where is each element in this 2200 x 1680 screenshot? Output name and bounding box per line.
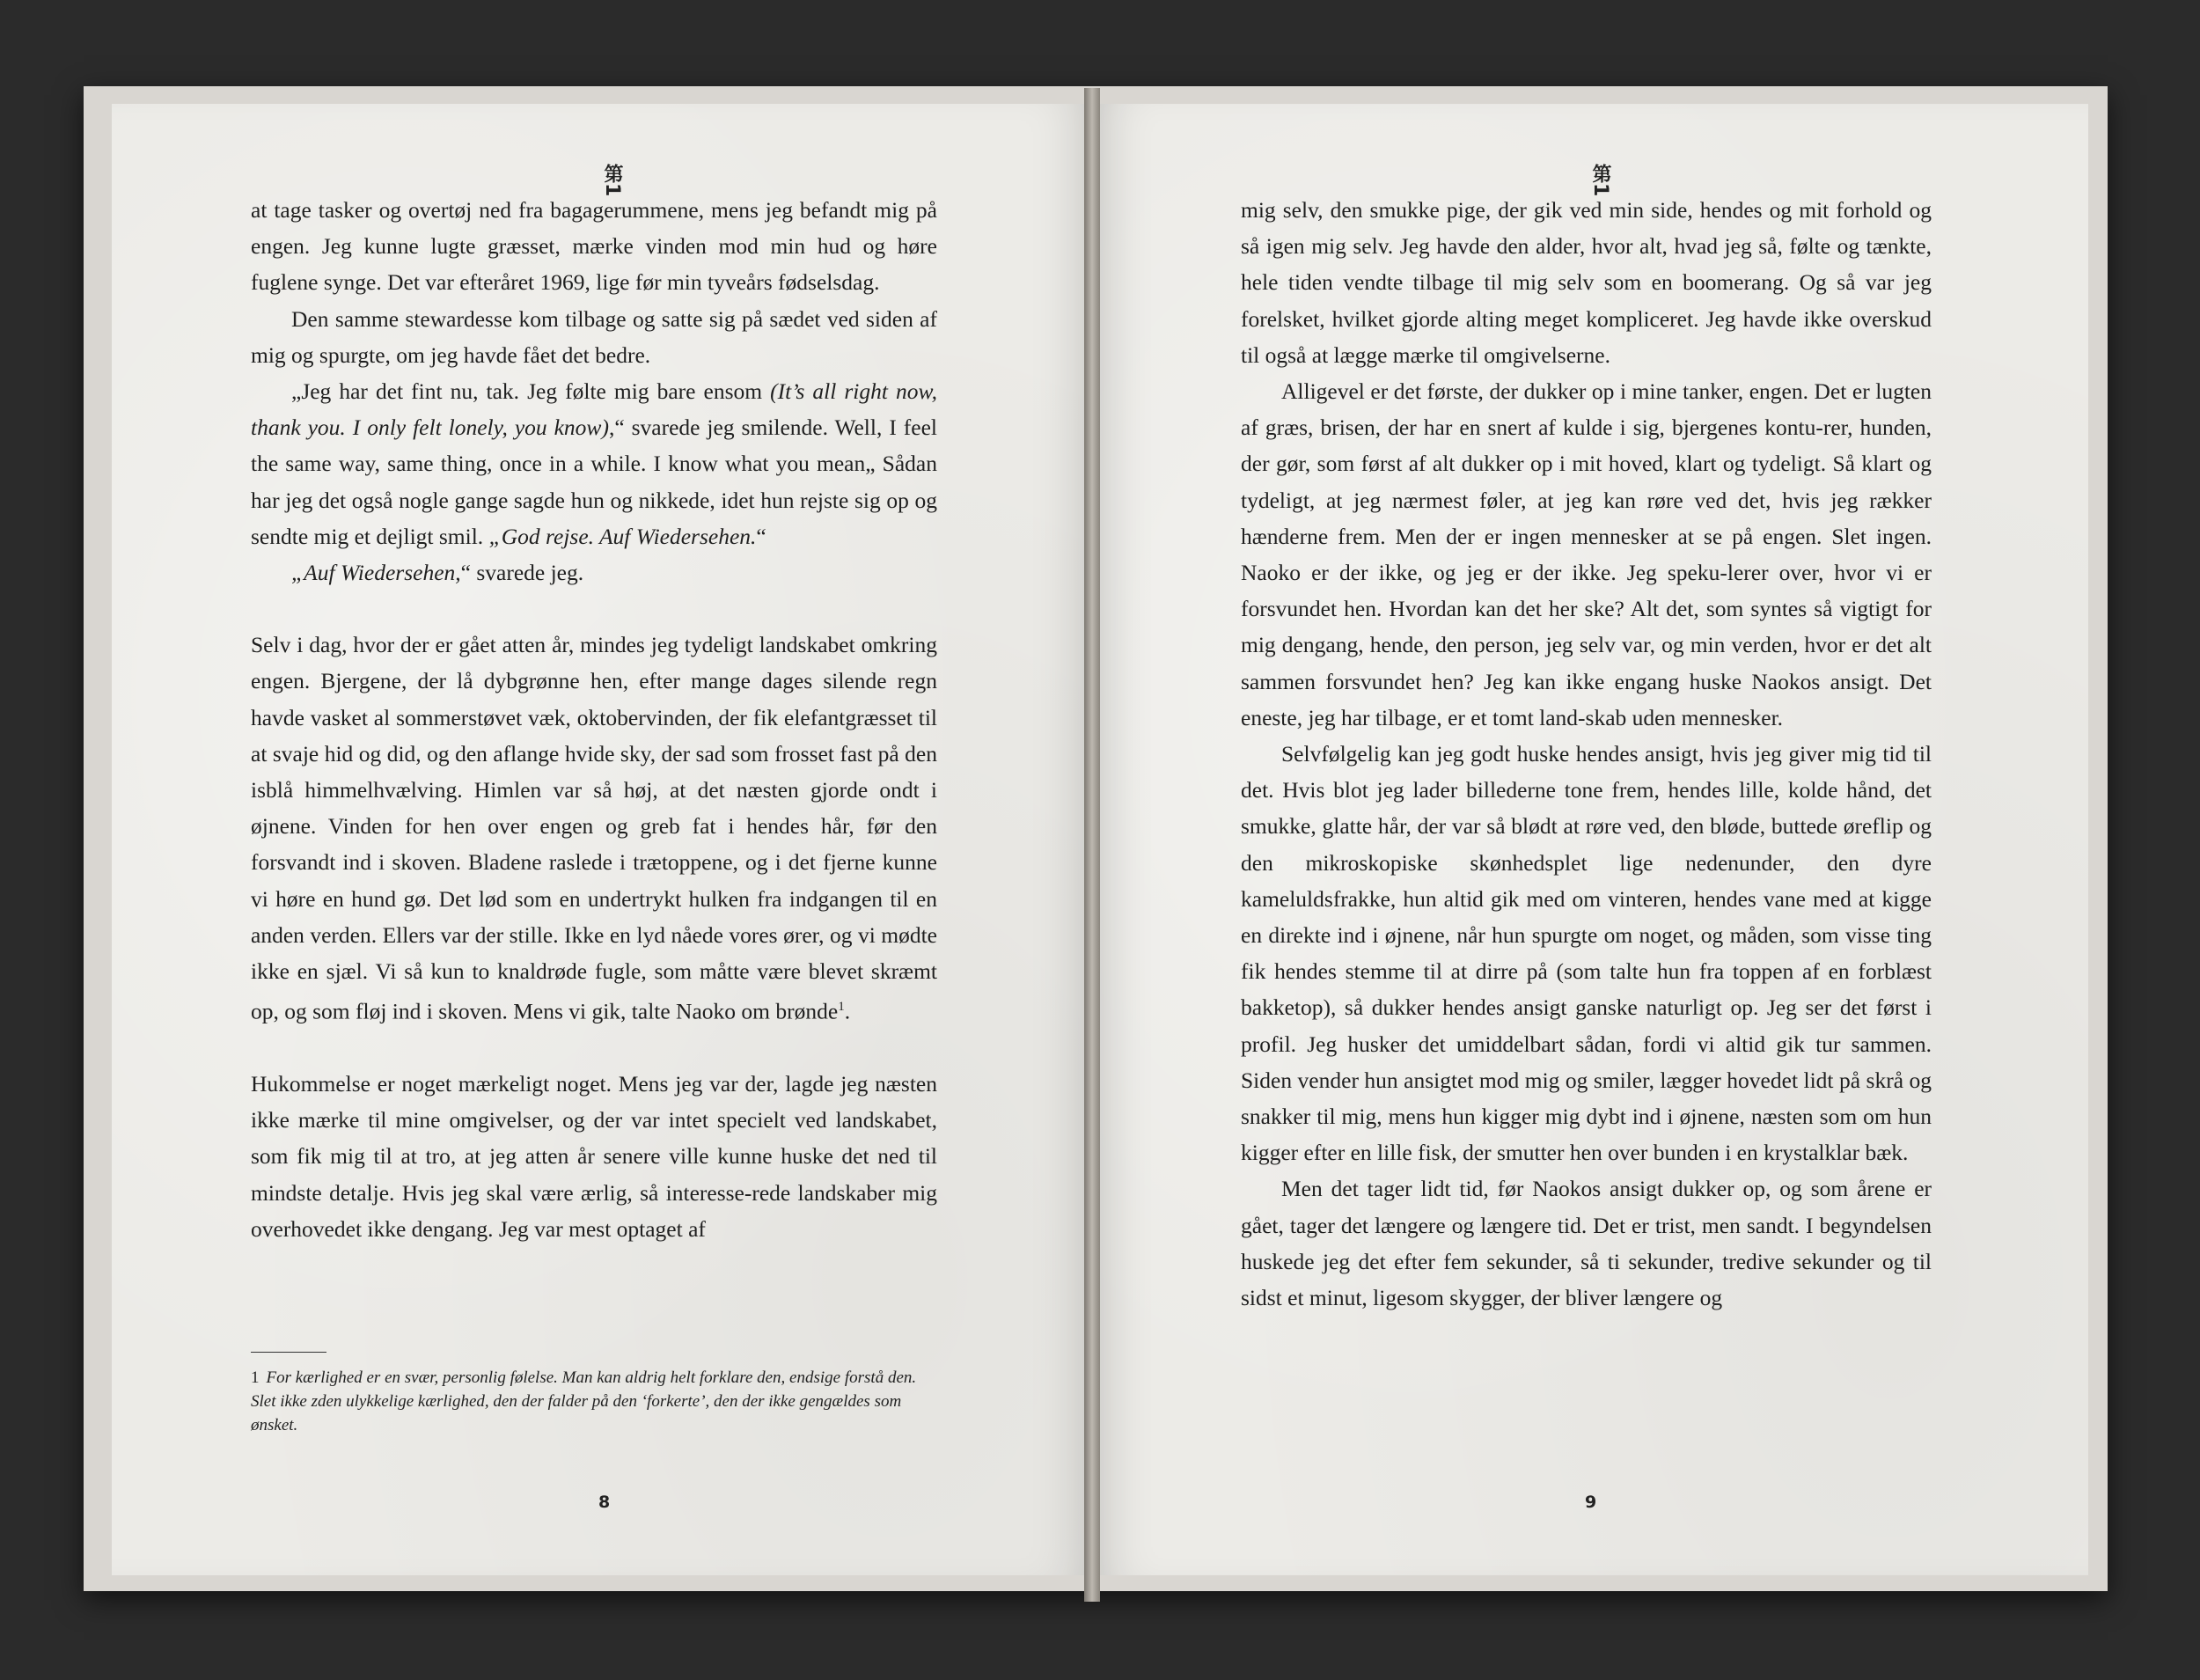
paragraph [1241, 736, 1932, 1170]
paragraph [251, 373, 937, 554]
text-run: mig selv, den smukke pige, der gik ved min side, hendes og mit forhold og så igen mig selv. Jeg havde den alder, hvor alt, hvad jeg så, følte og tænkte, hele tiden vendte tilbage til mig selv som en boomerang. Og så var jeg forelsket, hvilket gjorde alting meget kompliceret. Jeg havde ikke overskud til også at lægge mærke til omgivelserne. [1241, 197, 1932, 368]
text-run: ,“ svarede jeg smilende. Well, I feel the same way, same thing, once in a while. I know what you mean„ Sådan har jeg det også nogle gange sagde hun og nikkede, idet hun rejste sig op og sendte mig et dejligt smil. [251, 414, 937, 549]
paragraph [1241, 192, 1932, 373]
paragraph [251, 1066, 937, 1247]
text-run: . [844, 998, 851, 1024]
text-run: “ svarede jeg. [460, 560, 584, 586]
text-run: “ [756, 523, 766, 549]
paragraph [251, 301, 937, 373]
text-run: „God rejse. Auf Wiedersehen. [488, 523, 757, 549]
paragraph [1241, 1170, 1932, 1316]
running-head: 第1 [1589, 164, 1611, 197]
book-spine [1084, 88, 1100, 1602]
text-run: at tage tasker og overtøj ned fra bagagerummene, mens jeg befandt mig på engen. Jeg kunne lugte græsset, mærke vinden mod min hud og høre fuglene synge. Det var efteråret 1969, lige før min tyveårs fødselsdag. [251, 197, 937, 296]
text-run: Selv i dag, hvor der er gået atten år, mindes jeg tydeligt landskabet omkring engen. Bjergene, der lå dybgrønne hen, efter mange dages silende regn havde vasket al sommerstøvet væk, oktobervinden, der fik elefantgræsset til at svaje hid og did, og den aflange hvide sky, der sad som frosset fast på den isblå himmelhvælving. Himlen var så høj, at det næsten gjorde ondt i øjnene. Vinden for hen over engen og greb fat i hendes hår, før den forsvandt ind i skoven. Bladene raslede i trætoppene, og i det fjerne kunne vi høre en hund gø. Det lød som en undertrykt hulken fra indgangen til en anden verden. Ellers var der stille. Ikke en lyd nåede vores ører, og vi mødte ikke en sjæl. Vi så kun to knaldrøde fugle, som måtte være blevet skræmt op, og som fløj ind i skoven. Mens vi gik, talte Naoko om brønde [251, 632, 937, 1024]
paragraph [251, 192, 937, 301]
footnote [251, 1366, 937, 1437]
text-run: Alligevel er det første, der dukker op i mine tanker, engen. Det er lugten af græs, brisen, der har en snert af kulde i sig, bjergenes kontu-rer, hunden, der gør, som først af alt dukker op i mit hoved, klart og tydeligt. Så klart og tydeligt, at jeg nærmest føler, at jeg kan røre ved det, hvis jeg rækker hænderne frem. Men der er ingen mennesker at se på engen. Slet ingen. Naoko er der ikke, og jeg er der ikke. Jeg speku-lerer over, hvor vi er forsvundet hen. Hvordan kan det her ske? Alt det, som syntes så vigtigt for mig dengang, hende, den person, jeg selv var, og min verden, hvor er det alt sammen forsvundet hen? Jeg kan ikke engang huske Naokos ansigt. Det eneste, jeg har tilbage, er et tomt land-skab uden mennesker. [1241, 378, 1932, 730]
paragraph [1241, 373, 1932, 736]
page-number: 9 [1585, 1493, 1597, 1512]
body-text [1241, 192, 1932, 1316]
footnote-number: 1 [251, 1368, 260, 1387]
footnote-rule [251, 1352, 326, 1353]
right-page [1100, 104, 2088, 1575]
footnote-text: For kærlighed er en svær, personlig følelse. Man kan aldrig helt forklare den, endsige forstå den. Slet ikke zden ulykkelige kærlighed, den der falder på den ‘forkerte’, den der ikke gengældes som ønsket. [251, 1368, 917, 1434]
text-run: Hukommelse er noget mærkeligt noget. Mens jeg var der, lagde jeg næsten ikke mærke til mine omgivelser, og der var intet specielt ved landskabet, som fik mig til at tro, at jeg atten år senere ville kunne huske det ned til mindste detalje. Hvis jeg skal være ærlig, så interesse-rede landskaber mig overhovedet ikke dengang. Jeg var mest optaget af [251, 1070, 937, 1242]
running-head: 第1 [601, 164, 623, 197]
text-run: Men det tager lidt tid, før Naokos ansigt dukker op, og som årene er gået, tager det længere og længere tid. Det er trist, men sandt. I begyndelsen huskede jeg det efter fem sekunder, så ti sekunder, tredive sekunder og til sidst et minut, ligesom skygger, der bliver længere og [1241, 1176, 1932, 1311]
text-run: (It’s all right now, thank you. I only felt lonely, you know) [251, 378, 938, 441]
left-page [112, 104, 1084, 1575]
page-number: 8 [598, 1493, 611, 1512]
text-run: Selvfølgelig kan jeg godt huske hendes ansigt, hvis jeg giver mig tid til det. Hvis blot jeg lader billederne tone frem, hendes lille, kolde hånd, det smukke, glatte hår, der var så blødt at røre ved, den bløde, buttede øreflip og den mikroskopiske skønhedsplet lige nedenunder, den dyre kameluldsfrakke, hun altid gik med om vinteren, hendes vane med at kigge en direkte ind i øjnene, når hun spurgte om noget, og måden, som visse ting fik hendes stemme til at dirre på (som talte hun fra toppen af en forblæst bakketop), så dukker hendes ansigt ganske naturligt op. Jeg ser det først i profil. Jeg husker det umiddelbart sådan, fordi vi altid gik tur sammen. Siden vender hun ansigtet mod mig og smiler, lægger hovedet lidt på skrå og snakker til mig, mens hun kigger mig dybt ind i øjnene, næsten som om hun kigger efter en lille fisk, der smutter hen over bunden i en krystalklar bæk. [1241, 741, 1932, 1166]
paragraph [251, 554, 937, 591]
text-run: „Auf Wiedersehen, [291, 560, 461, 586]
footnote-ref: 1 [838, 1000, 845, 1015]
text-run: „Jeg har det fint nu, tak. Jeg følte mig bare ensom [291, 378, 771, 405]
body-text [251, 192, 937, 1247]
text-run: Den samme stewardesse kom tilbage og satte sig på sædet ved siden af mig og spurgte, om jeg havde fået det bedre. [251, 305, 937, 368]
paragraph [251, 627, 937, 1030]
